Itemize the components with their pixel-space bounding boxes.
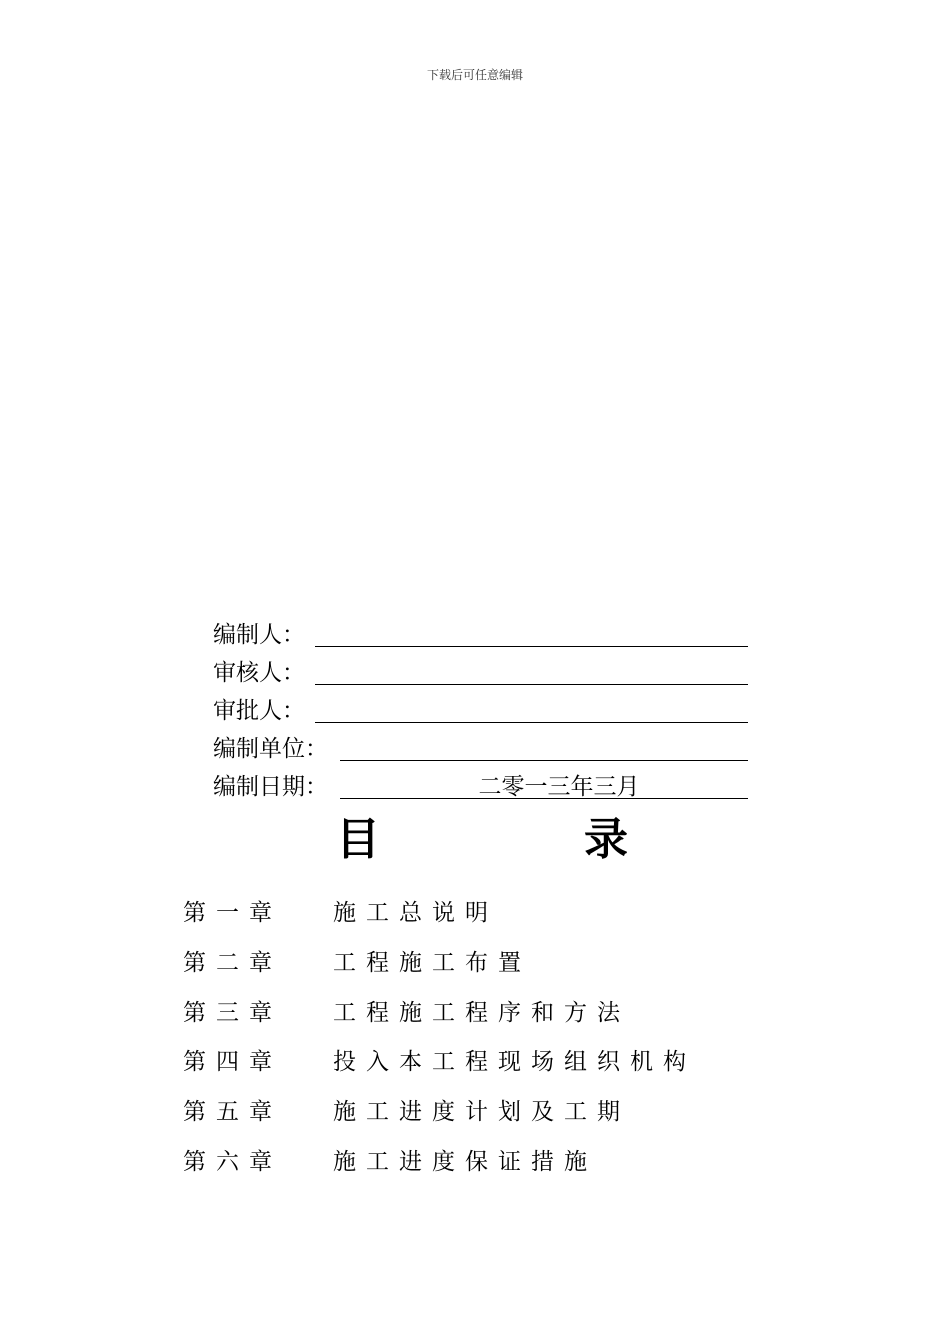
- toc-item: [183, 1147, 743, 1177]
- toc-chapter-name: 工程施工布置: [333, 950, 531, 976]
- toc-chapter-number: 第二章: [183, 950, 282, 976]
- toc-chapter-name: 施工总说明: [333, 900, 498, 926]
- signature-line: [340, 734, 748, 761]
- header-note: 下载后可任意编辑: [426, 68, 523, 82]
- signature-row-unit: [213, 734, 753, 764]
- toc-chapter-name: 工程施工程序和方法: [333, 1000, 630, 1026]
- signature-row-reviewer: [213, 658, 753, 688]
- signature-row-compiler: [213, 620, 753, 650]
- toc-chapter-name: 施工进度保证措施: [333, 1149, 597, 1175]
- toc-chapter-number: 第三章: [183, 1000, 282, 1026]
- toc-title-right: 录: [584, 814, 628, 865]
- signature-row-approver: [213, 696, 753, 726]
- toc-item: [183, 1047, 743, 1077]
- toc-chapter-number: 第四章: [183, 1049, 282, 1075]
- toc-chapter-number: 第五章: [183, 1099, 282, 1125]
- signature-line: [315, 696, 748, 723]
- signature-line: [315, 658, 748, 685]
- signature-line: [315, 620, 748, 647]
- signature-line: [340, 772, 748, 799]
- toc-title-left: 目: [336, 814, 380, 865]
- signature-label: 编制人：: [213, 622, 305, 648]
- toc-chapter-name: 投入本工程现场组织机构: [333, 1049, 696, 1075]
- signature-row-date: [213, 772, 753, 802]
- toc-item: [183, 948, 743, 978]
- toc-chapter-name: 施工进度计划及工期: [333, 1099, 630, 1125]
- toc-item: [183, 998, 743, 1028]
- signature-value: 二零一三年三月: [478, 774, 640, 800]
- signature-label: 编制单位：: [213, 736, 328, 762]
- toc-item: [183, 1097, 743, 1127]
- signature-label: 审核人：: [213, 660, 305, 686]
- toc-item: [183, 898, 743, 928]
- signature-label: 审批人：: [213, 698, 305, 724]
- signature-label: 编制日期：: [213, 774, 328, 800]
- toc-chapter-number: 第一章: [183, 900, 282, 926]
- toc-chapter-number: 第六章: [183, 1149, 282, 1175]
